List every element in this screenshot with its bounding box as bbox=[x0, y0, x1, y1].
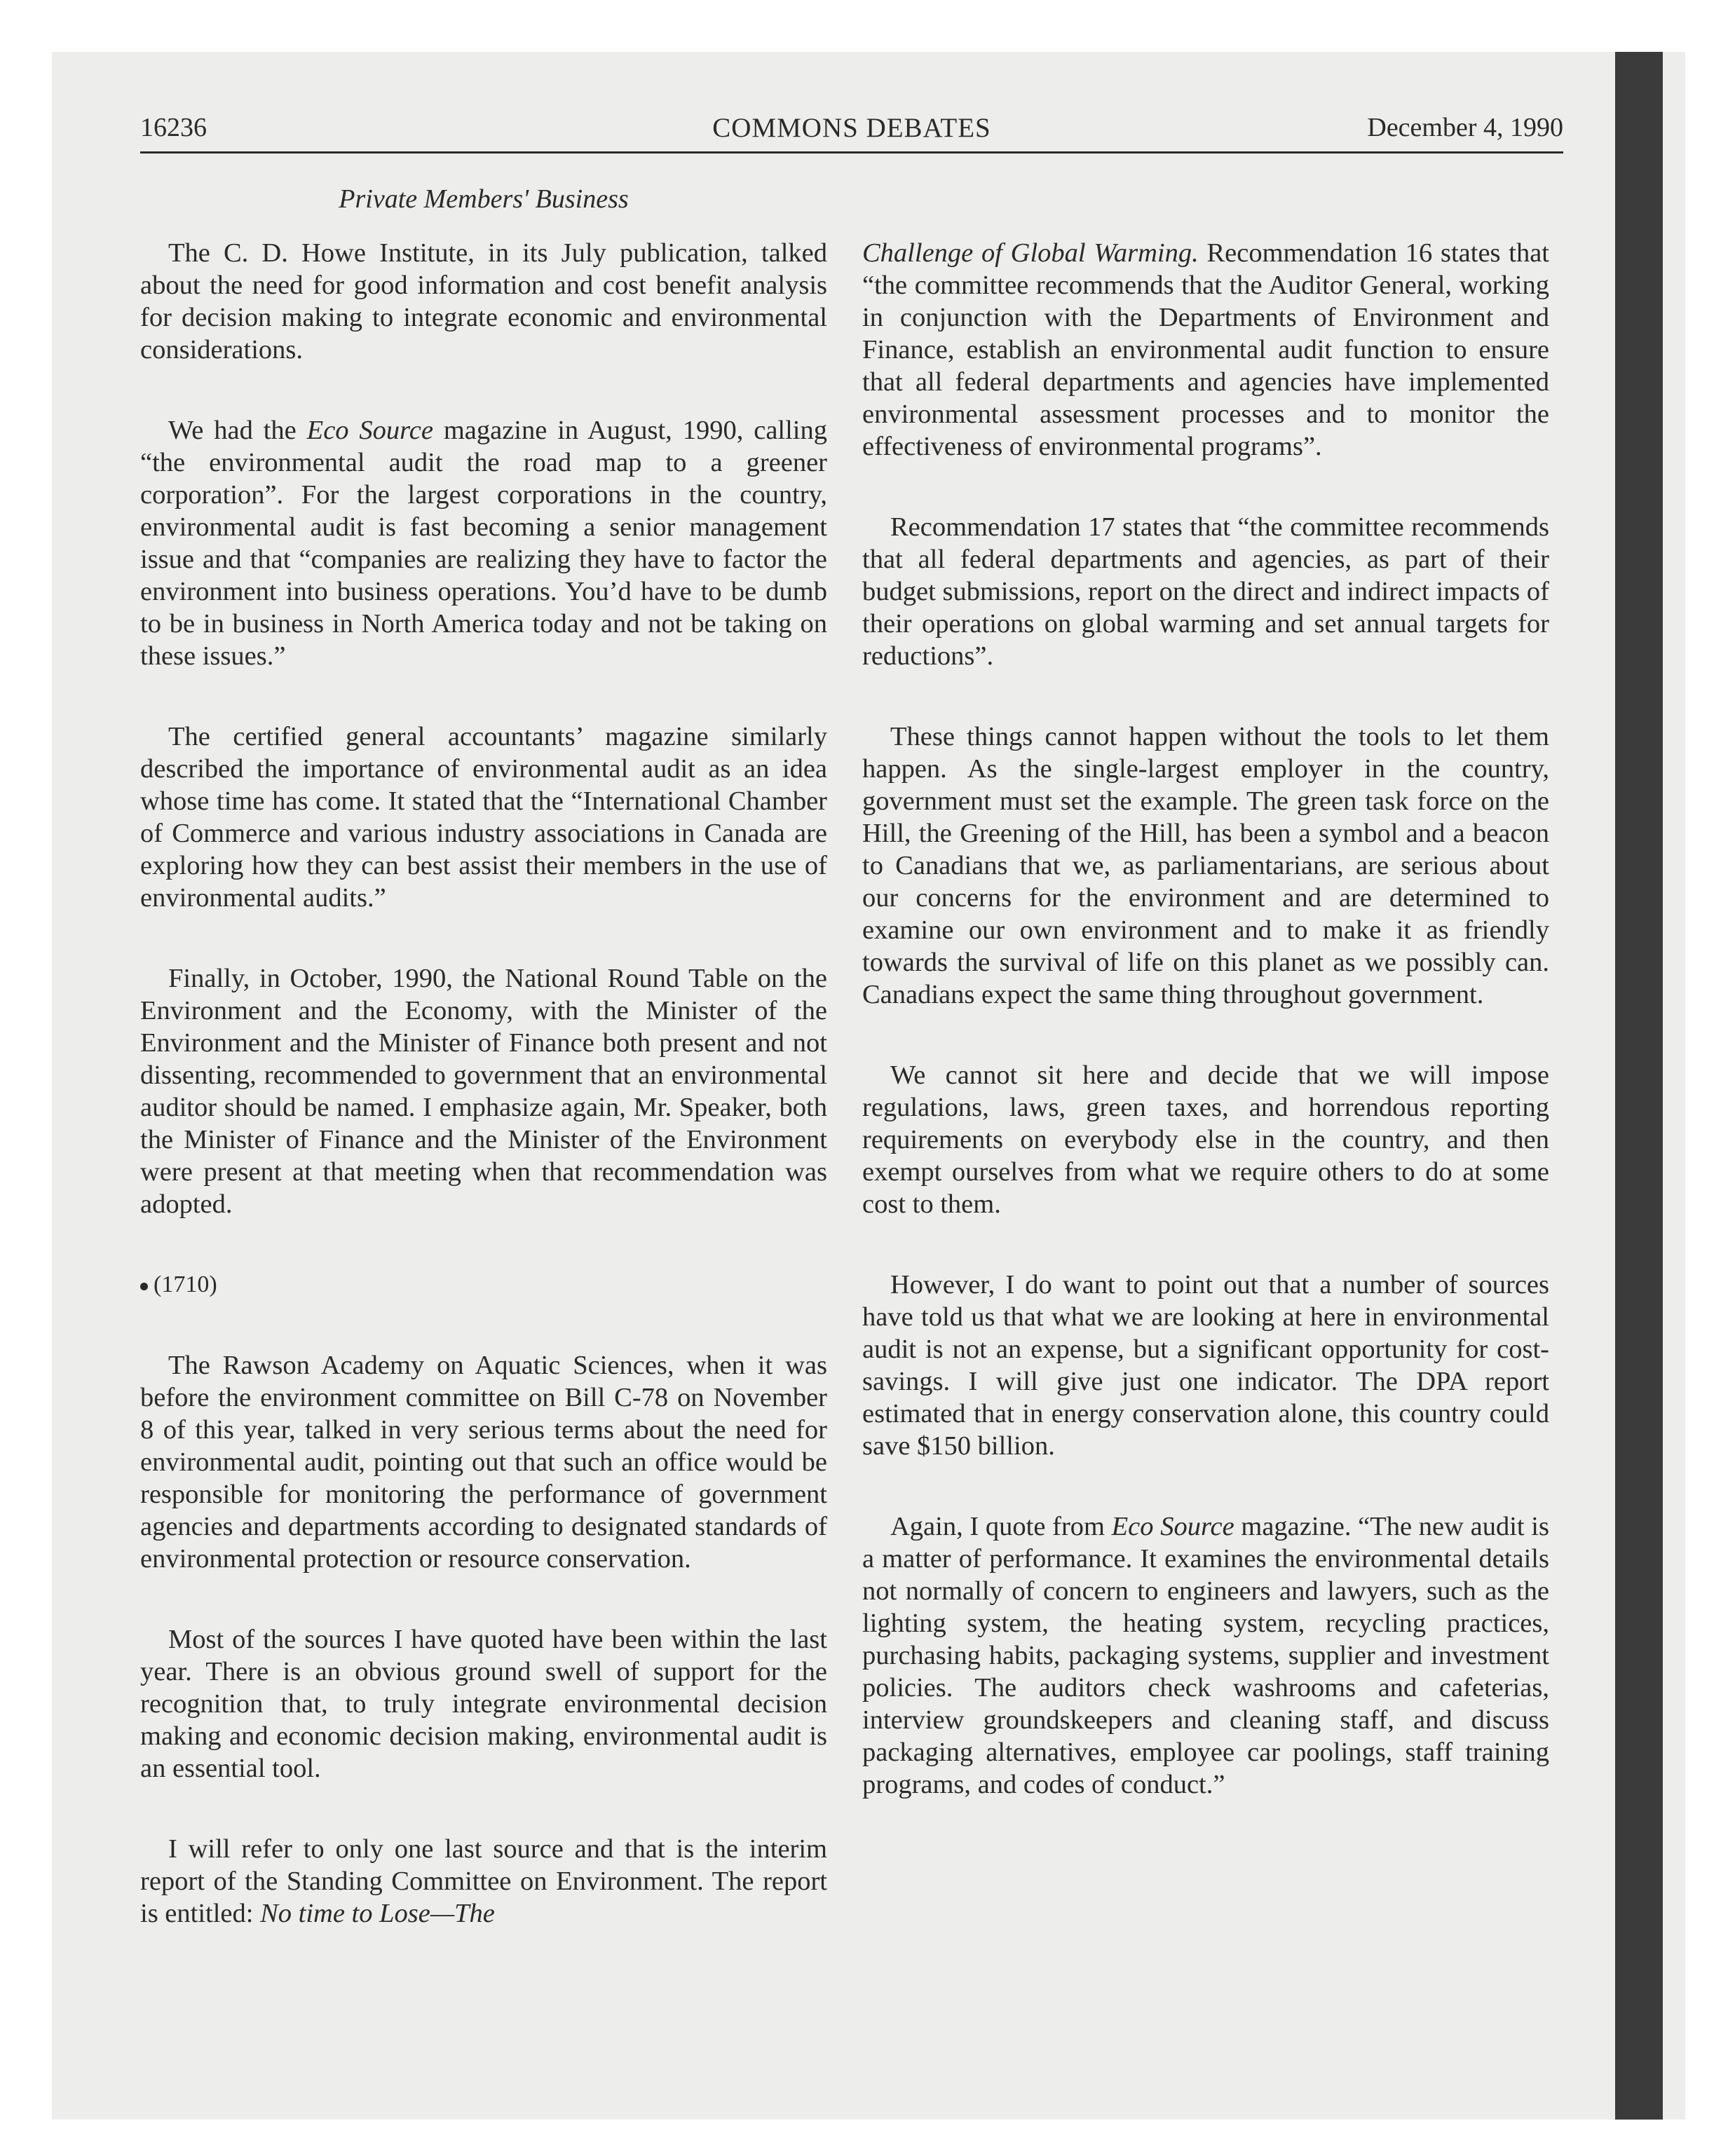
publication-title: COMMONS DEBATES bbox=[712, 113, 991, 143]
paragraph bbox=[862, 237, 1549, 463]
scan-edge-strip bbox=[1615, 52, 1663, 2120]
text-run: magazine. “The new audit is a matter of performance. It examines the environmental details not normally of concern to engineers and lawyers, such as the lighting system, the heating system, recycling practices, purchasing habits, packaging systems, supplier and investment policies. The auditors check washrooms and cafeterias, interview groundskeepers and cleaning staff, and discuss packaging alternatives, employee car poolings, staff training programs, and codes of conduct.” bbox=[862, 1512, 1549, 1799]
publication-date: December 4, 1990 bbox=[1367, 113, 1563, 142]
paragraph: The Rawson Academy on Aquatic Sciences, when it was before the environment committee on Bill C-78 on November 8 of this year, talked in very serious terms about the need for environmental audit, pointing out that such an office would be responsible for monitoring the performance of government agencies and departments according to designated standards of environmental protection or resource conservation. bbox=[140, 1351, 827, 1574]
italic-text: Eco Source bbox=[1111, 1512, 1234, 1541]
text-run: Again, I quote from bbox=[890, 1512, 1112, 1541]
paragraph: Recommendation 17 states that “the committee recommends that all federal departments and agencies, as part of their budget submissions, report on the direct and indirect impacts of their operations on global warming and set annual targets for reductions”. bbox=[862, 512, 1549, 671]
running-header bbox=[140, 105, 1563, 153]
section-heading: Private Members' Business bbox=[339, 184, 629, 214]
text-run: I will refer to only one last source and that is the interim report of the Standing Committee on Environment. The report is entitled: bbox=[140, 1834, 827, 1928]
paragraph bbox=[140, 414, 827, 672]
paragraph: These things cannot happen without the tools to let them happen. As the single-largest employer in the country, government must set the example. The green task force on the Hill, the Greening of the Hill, has been a symbol and a beacon to Canadians that we, as parliamentarians, are serious about our concerns for the environment and are determined to examine our own environment and to make it as friendly towards the survival of life on this planet as we possibly can. Canadians expect the same thing throughout government. bbox=[862, 722, 1549, 1009]
time-marker bbox=[140, 1269, 827, 1301]
time-marker-text: (1710) bbox=[154, 1271, 217, 1297]
paragraph: Finally, in October, 1990, the National Round Table on the Environment and the Economy, with the Minister of the Environment and the Minister of Finance both present and not dissenting, recommended to government that an environmental auditor should be named. I emphasize again, Mr. Speaker, both the Minister of Finance and the Minister of the Environment were present at that meeting when that recommendation was adopted. bbox=[140, 964, 827, 1219]
paragraph: However, I do want to point out that a number of sources have told us that what we are looking at here in environmental audit is not an expense, but a significant opportunity for cost-savings. I will give just one indicator. The DPA report estimated that in energy conservation alone, this country could save $150 billion. bbox=[862, 1270, 1549, 1461]
text-run: Recommendation 16 states that “the committee recommends that the Auditor General, working in conjunction with the Departments of Environment and Finance, establish an environmental audit function to ensure that all federal departments and agencies have implemented environmental assessment processes and to monitor the effectiveness of environmental programs”. bbox=[862, 238, 1549, 461]
left-column bbox=[140, 237, 827, 1978]
paragraph: We cannot sit here and decide that we will impose regulations, laws, green taxes, and horrendous reporting requirements on everybody else in the country, and then exempt ourselves from what we require others to do at some cost to them. bbox=[862, 1060, 1549, 1219]
paragraph: The certified general accountants’ magazine similarly described the importance of environmental audit as an idea whose time has come. It stated that the “International Chamber of Commerce and various industry associations in Canada are exploring how they can best assist their members in the use of environmental audits.” bbox=[140, 722, 827, 913]
text-run: We had the bbox=[168, 416, 307, 445]
italic-text: Eco Source bbox=[306, 416, 433, 445]
right-column bbox=[862, 237, 1549, 1849]
paragraph: Most of the sources I have quoted have been within the last year. There is an obvious ground swell of support for the recognition that, to truly integrate environmental decision making and economic decision making, environmental audit is an essential tool. bbox=[140, 1625, 827, 1783]
paragraph: The C. D. Howe Institute, in its July publication, talked about the need for good information and cost benefit analysis for decision making to integrate economic and environmental considerations. bbox=[140, 238, 827, 364]
document-page bbox=[140, 105, 1563, 1998]
italic-text: No time to Lose—The bbox=[260, 1899, 495, 1928]
paragraph bbox=[140, 1833, 827, 1930]
text-run: magazine in August, 1990, calling “the environmental audit the road map to a greener corporation”. For the largest corporations in the country, environmental audit is fast becoming a senior management issue and that “companies are realizing they have to factor the environment into business operations. You’d have to be dumb to be in business in North America today and not be taking on these issues.” bbox=[140, 416, 827, 671]
paragraph bbox=[862, 1510, 1549, 1801]
page-number: 16236 bbox=[140, 113, 207, 142]
bullet-icon bbox=[140, 1283, 148, 1290]
italic-text: Challenge of Global Warming. bbox=[862, 238, 1199, 268]
